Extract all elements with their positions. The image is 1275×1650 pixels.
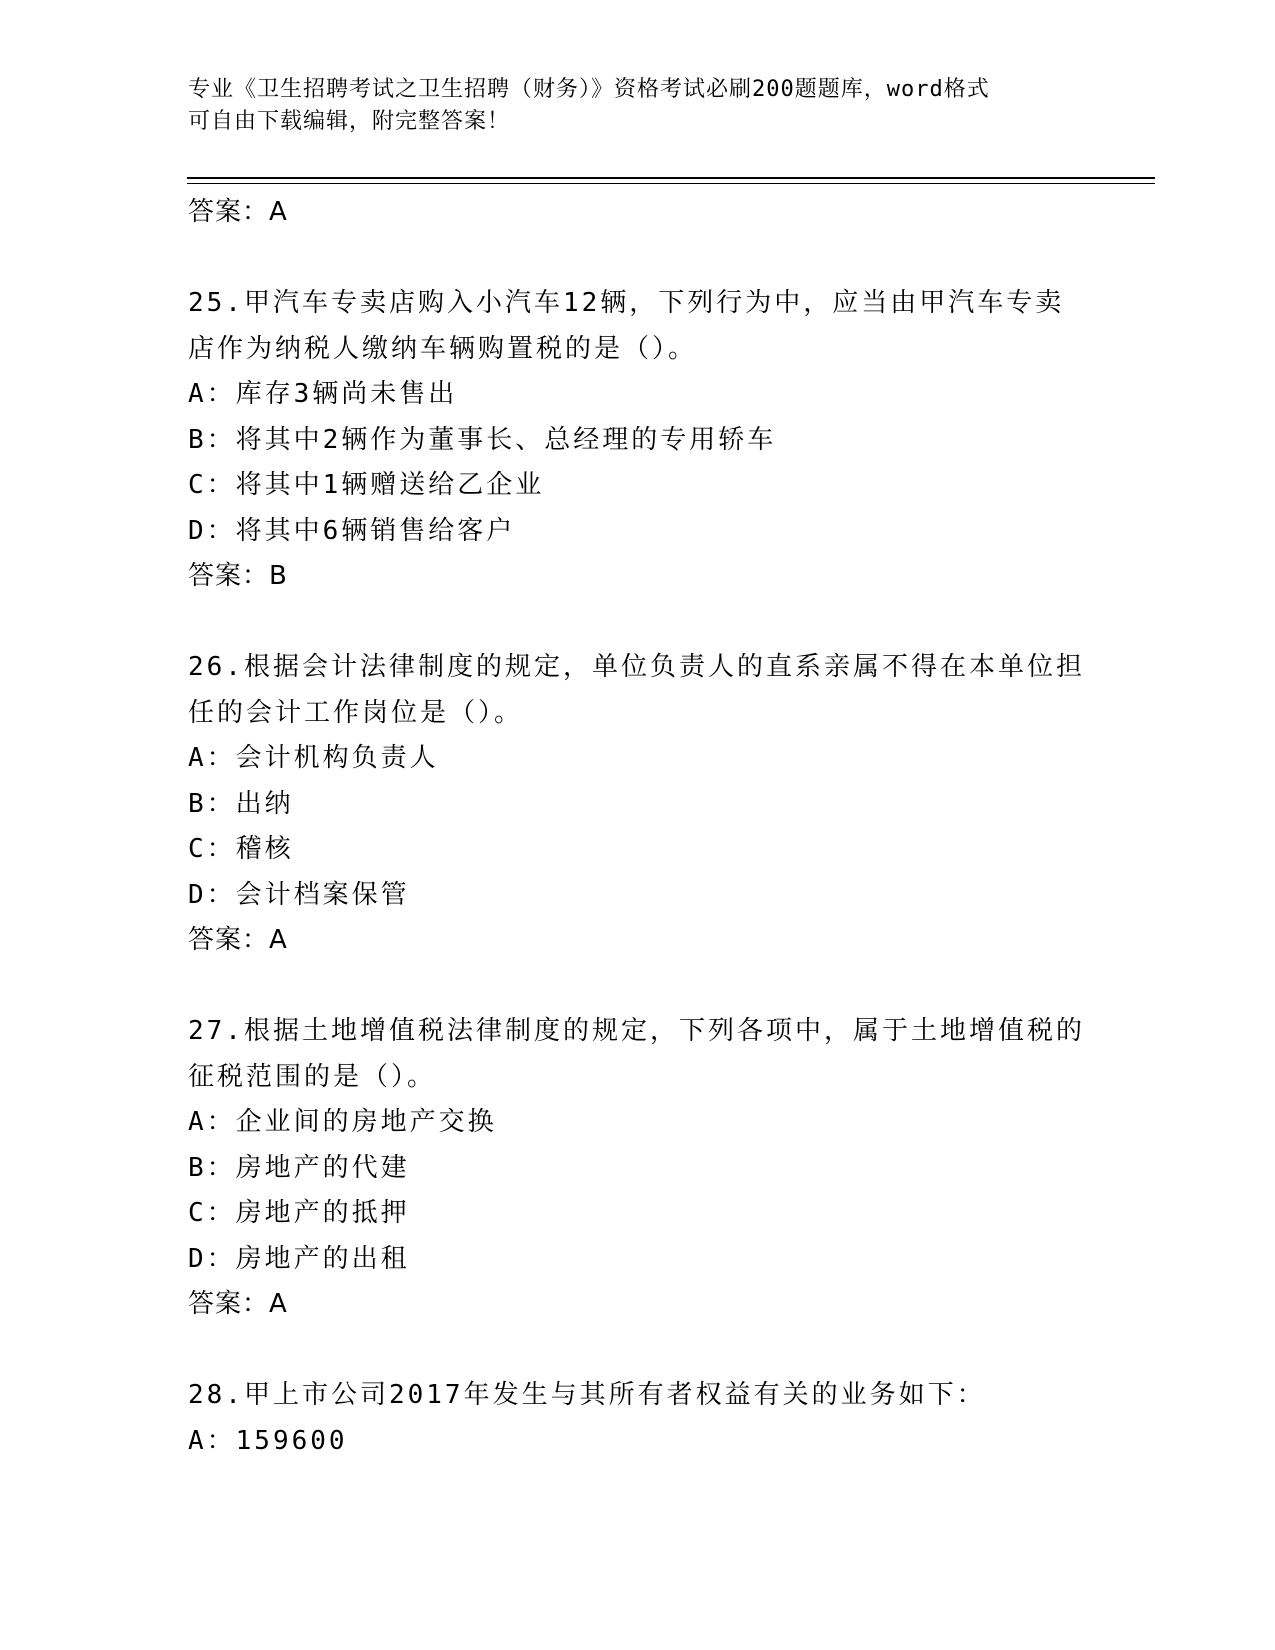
option-d: D：会计档案保管: [188, 879, 410, 910]
header-line-2: 可自由下载编辑，附完整答案！: [188, 109, 511, 134]
question-list: [188, 190, 1088, 1464]
question-stem-line: 26.根据会计法律制度的规定，单位负责人的直系亲属不得在本单位担: [188, 652, 1085, 682]
option-a: A：库存3辆尚未售出: [188, 379, 458, 409]
spacer: [188, 600, 1088, 646]
question-stem-line: 任的会计工作岗位是（）。: [188, 697, 524, 728]
question-27: [188, 1009, 1088, 1328]
question-stem-line: 28.甲上市公司2017年发生与其所有者权益有关的业务如下：: [188, 1380, 986, 1410]
question-stem-line: 25.甲汽车专卖店购入小汽车12辆，下列行为中，应当由甲汽车专卖: [188, 288, 1065, 318]
question-stem-line: 27.根据土地增值税法律制度的规定，下列各项中，属于土地增值税的: [188, 1016, 1085, 1046]
option-c: C：房地产的抵押: [188, 1198, 410, 1228]
question-28: [188, 1373, 1088, 1464]
previous-answer: 答案：A: [188, 197, 288, 227]
option-a: A：企业间的房地产交换: [188, 1107, 497, 1137]
header-divider-thick: [187, 177, 1155, 179]
option-a: A：会计机构负责人: [188, 743, 439, 773]
option-a: A：159600: [188, 1425, 348, 1456]
question-26: [188, 645, 1088, 964]
header-line-1: 专业《卫生招聘考试之卫生招聘（财务）》资格考试必刷200题题库，word格式: [188, 77, 990, 102]
option-c: C：将其中1辆赠送给乙企业: [188, 470, 545, 500]
spacer: [188, 964, 1088, 1010]
option-c: C：稽核: [188, 834, 294, 864]
option-b: B：出纳: [188, 788, 294, 819]
option-d: D：将其中6辆销售给客户: [188, 515, 516, 546]
spacer: [188, 236, 1088, 282]
question-stem-line: 店作为纳税人缴纳车辆购置税的是（）。: [188, 333, 698, 364]
header-divider-thin: [187, 183, 1155, 184]
answer: 答案：A: [188, 1289, 288, 1319]
option-b: B：将其中2辆作为董事长、总经理的专用轿车: [188, 424, 777, 455]
option-b: B：房地产的代建: [188, 1152, 410, 1183]
question-stem-line: 征税范围的是（）。: [188, 1061, 437, 1092]
option-d: D：房地产的出租: [188, 1243, 410, 1274]
spacer: [188, 1328, 1088, 1374]
answer: 答案：A: [188, 925, 288, 955]
page-header: [188, 74, 1068, 138]
question-25: [188, 281, 1088, 600]
answer: 答案：B: [188, 561, 288, 591]
